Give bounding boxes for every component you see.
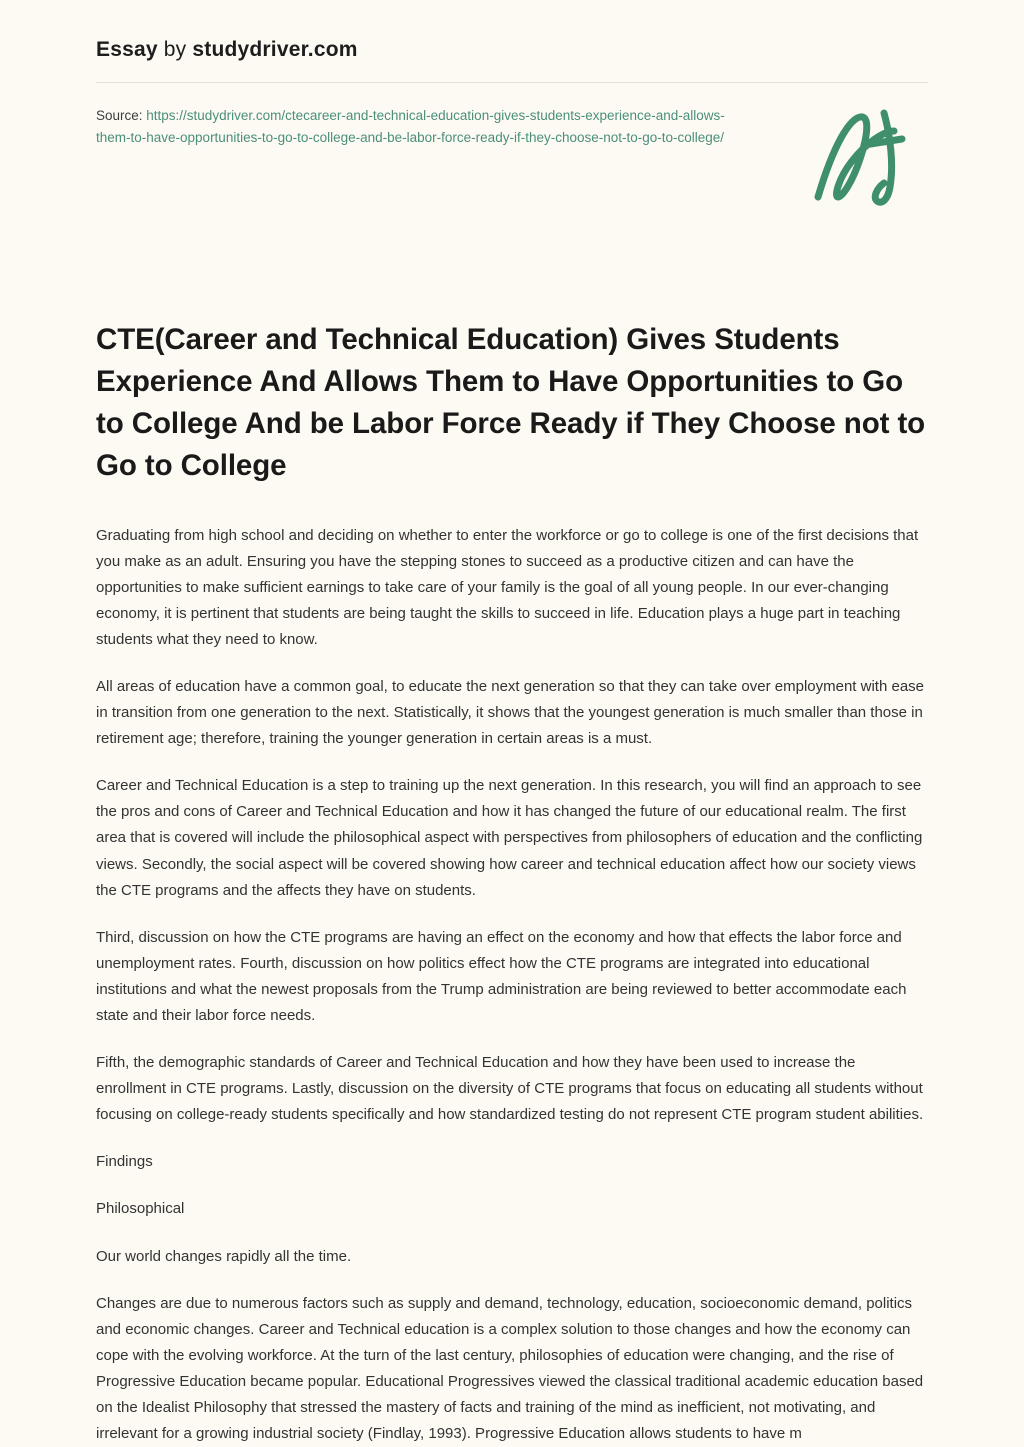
paragraph: Graduating from high school and deciding on whether to enter the workforce or go to college is one of the first decisions that you make as an adult. Ensuring you have the stepping stones to succeed as a productive citizen and can have the opportunities to make sufficient earnings to take care of your family is the goal of all young people. In our ever-changing economy, it is pertinent that students are being taught the skills to succeed in life. Education plays a huge part in teaching students what they need to know. <box>96 523 928 653</box>
page-title: CTE(Career and Technical Education) Gives Students Experience And Allows Them to Have Opportunities to Go to College And be Labor Force Ready if They Choose not to Go to College <box>96 319 928 487</box>
brand-domain-label: studydriver.com <box>192 38 357 61</box>
source-row <box>96 83 928 215</box>
section-heading-philosophical: Philosophical <box>96 1196 928 1222</box>
source-label: Source: <box>96 108 146 123</box>
section-heading-findings: Findings <box>96 1149 928 1175</box>
studydriver-logo <box>798 105 918 215</box>
paragraph: All areas of education have a common goal, to educate the next generation so that they can take over employment with ease in transition from one generation to the next. Statistically, it shows that the youngest generation is much smaller than those in retirement age; therefore, training the younger generation in certain areas is a must. <box>96 674 928 752</box>
paragraph: Our world changes rapidly all the time. <box>96 1244 928 1270</box>
brand-by-label: by <box>158 38 193 61</box>
paragraph: Career and Technical Education is a step to training up the next generation. In this research, you will find an approach to see the pros and cons of Career and Technical Education and how it has changed the future of our educational realm. The first area that is covered will include the philosophical aspect with perspectives from philosophers of education and the conflicting views. Secondly, the social aspect will be covered showing how career and technical education affect how our society views the CTE programs and the affects they have on students. <box>96 773 928 903</box>
site-header <box>96 0 928 62</box>
source-block <box>96 105 736 149</box>
paragraph: Third, discussion on how the CTE programs are having an effect on the economy and how that effects the labor force and unemployment rates. Fourth, discussion on how politics effect how the CTE programs are integrated into educational institutions and what the newest proposals from the Trump administration are being reviewed to better accommodate each state and their labor force needs. <box>96 925 928 1029</box>
paragraph: Fifth, the demographic standards of Career and Technical Education and how they have been used to increase the enrollment in CTE programs. Lastly, discussion on the diversity of CTE programs that focus on educating all students without focusing on college-ready students specifically and how standardized testing do not represent CTE program student abilities. <box>96 1050 928 1128</box>
document-body <box>96 523 928 1447</box>
brand-essay-label: Essay <box>96 38 158 61</box>
paragraph-truncated: Changes are due to numerous factors such as supply and demand, technology, education, socioeconomic demand, politics and economic changes. Career and Technical education is a complex solution to those changes and how the economy can cope with the evolving workforce. At the turn of the last century, philosophies of education were changing, and the rise of Progressive Education became popular. Educational Progressives viewed the classical traditional academic education based on the Idealist Philosophy that stressed the mastery of facts and training of the mind as inefficient, not motivating, and irrelevant for a growing industrial society (Findlay, 1993). Progressive Education allows students to have m <box>96 1291 928 1447</box>
source-url-link[interactable]: https://studydriver.com/ctecareer-and-technical-education-gives-students-experience-and-allows-them-to-have-opportunities-to-go-to-college-and-be-labor-force-ready-if-they-choose-not-to-go-to-college/ <box>96 108 725 145</box>
